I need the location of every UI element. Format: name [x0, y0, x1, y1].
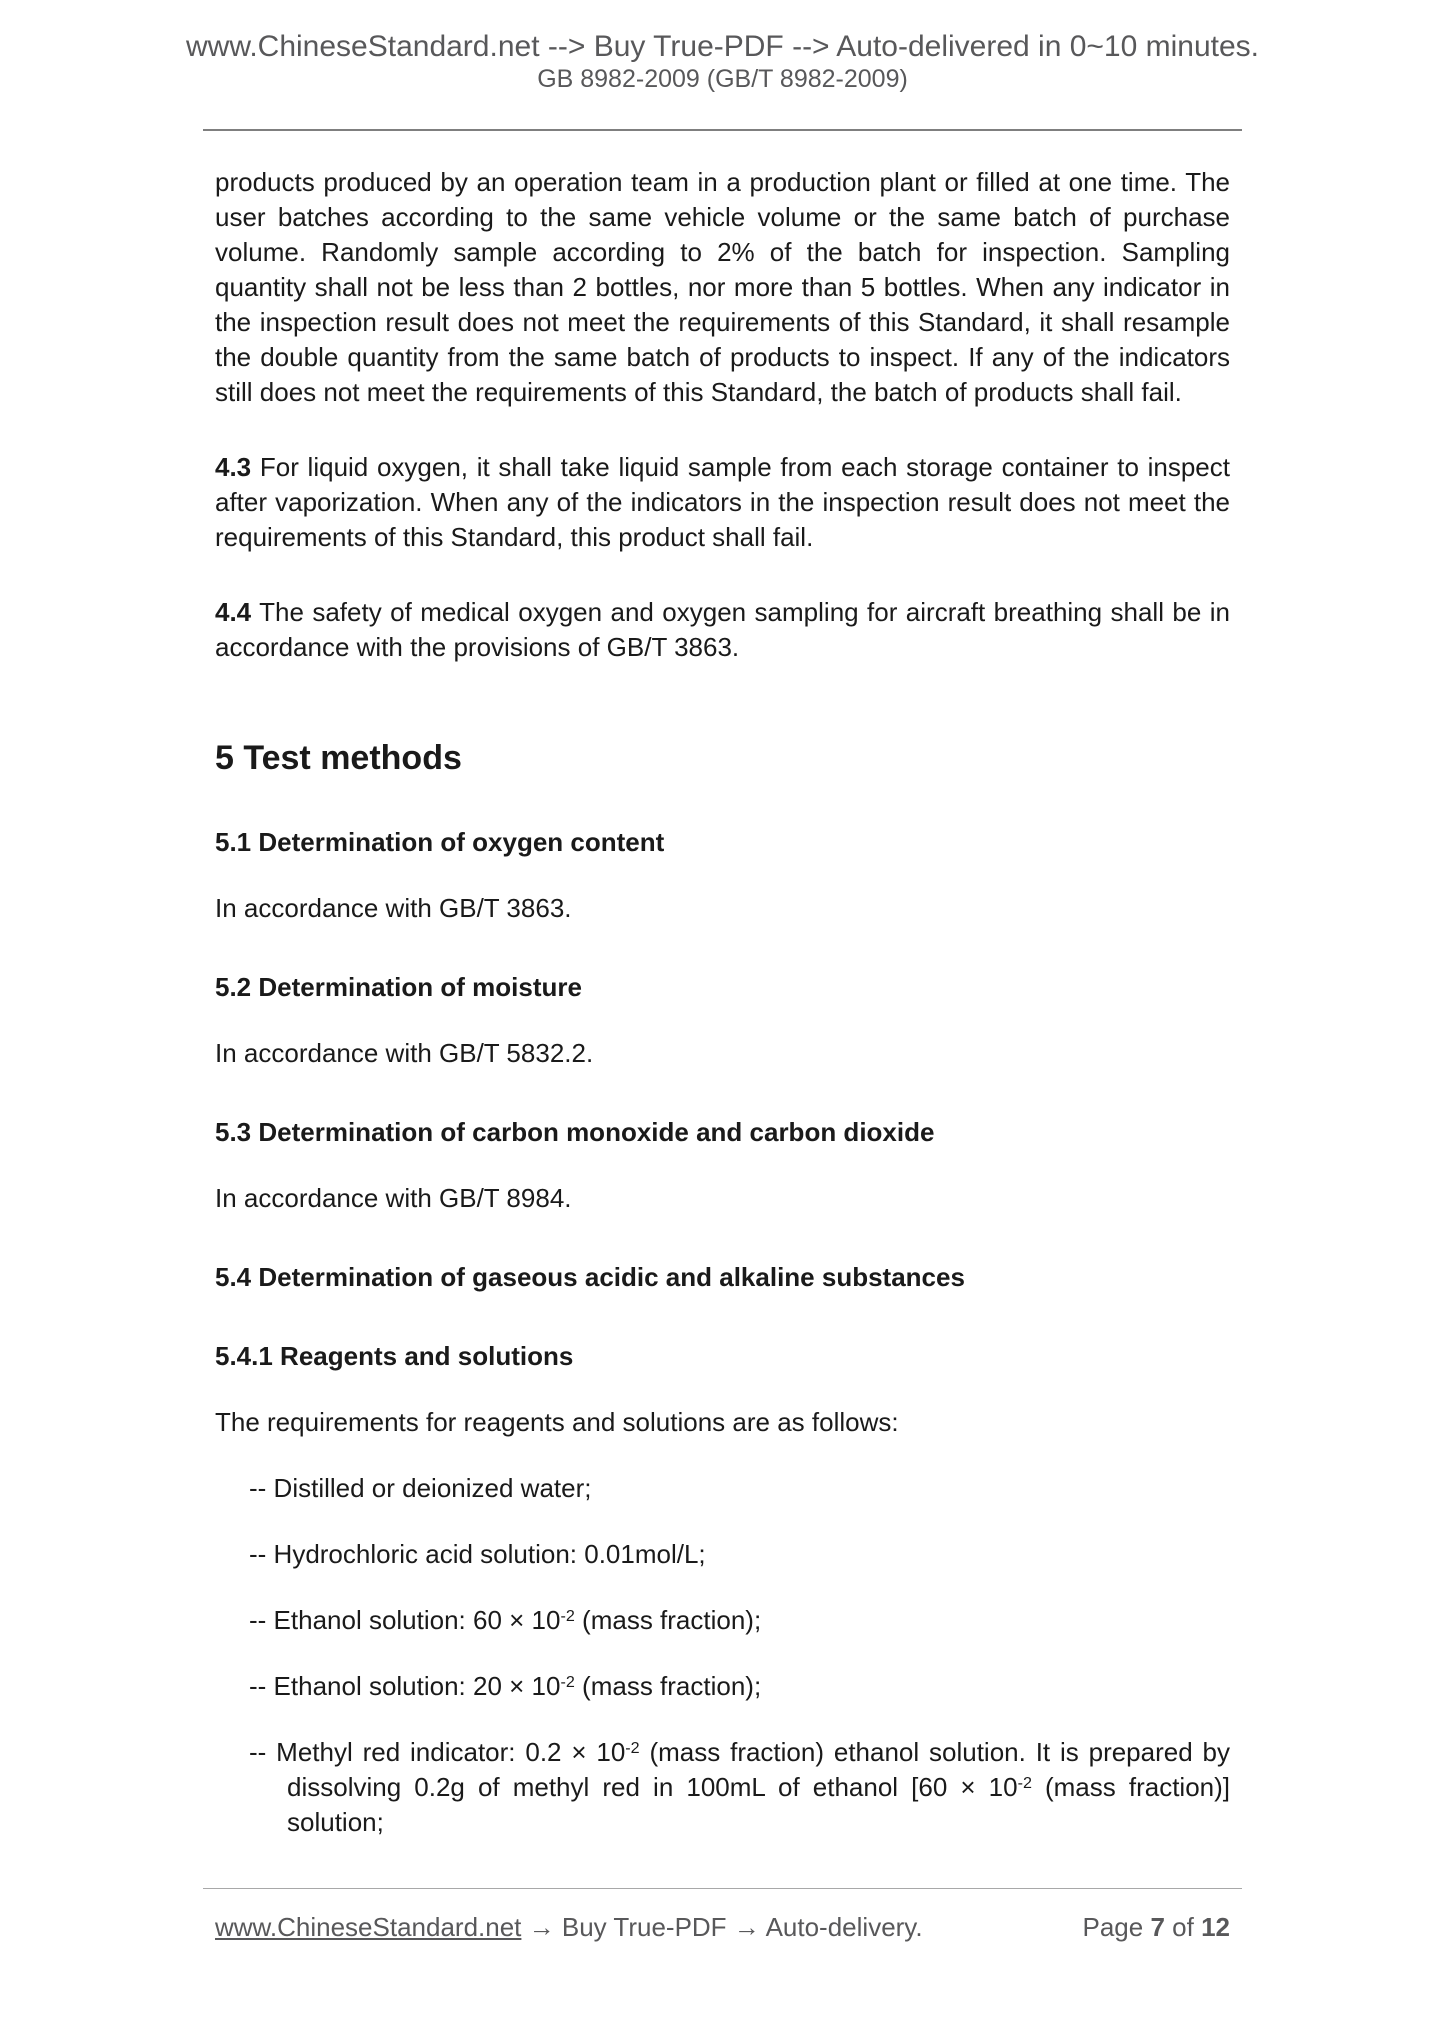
- reagent-item-water-text: -- Distilled or deionized water;: [249, 1473, 592, 1503]
- content-column: [203, 129, 1242, 1840]
- reagent-item-ethanol-60-tail: (mass fraction);: [574, 1605, 762, 1635]
- page-current: 7: [1150, 1912, 1165, 1942]
- reagent-item-ethanol-20-text: -- Ethanol solution: 20 × 10: [249, 1671, 561, 1701]
- reagent-item-methyl-red-text: -- Methyl red indicator: 0.2 × 10: [249, 1737, 626, 1767]
- page-total: 12: [1201, 1912, 1230, 1942]
- heading-5-3: 5.3 Determination of carbon monoxide and carbon dioxide: [215, 1117, 935, 1147]
- reagent-list: [215, 1471, 1230, 1840]
- reagent-item-ethanol-60: [215, 1603, 1230, 1638]
- reagent-item-ethanol-20-tail: (mass fraction);: [574, 1671, 762, 1701]
- reagent-item-methyl-red-middle: (mass fraction) ethanol solution. It is prepared by dissolving 0.2g of methyl red in 100mL of ethanol [60 × 10: [287, 1737, 1230, 1802]
- reagent-item-ethanol-20: [215, 1669, 1230, 1704]
- footer-row: [203, 1911, 1242, 1943]
- page-label: Page: [1082, 1912, 1144, 1942]
- page-footer: [203, 1888, 1242, 1943]
- exponent: -2: [560, 1606, 575, 1625]
- footer-site-link[interactable]: www.ChineseStandard.net: [215, 1912, 522, 1942]
- page-indicator: [1082, 1911, 1230, 1943]
- footer-site-tagline: → Buy True-PDF → Auto-delivery.: [521, 1912, 923, 1942]
- reagent-item-hydrochloric-acid-text: -- Hydrochloric acid solution: 0.01mol/L;: [249, 1539, 706, 1569]
- heading-5-1: 5.1 Determination of oxygen content: [215, 827, 665, 857]
- reagent-item-water: [215, 1471, 1230, 1506]
- clause-4-4-number: 4.4: [215, 597, 252, 627]
- document-body: [203, 165, 1242, 1840]
- exponent: -2: [560, 1672, 575, 1691]
- text-5-1: In accordance with GB/T 3863.: [215, 893, 572, 923]
- heading-5-2: 5.2 Determination of moisture: [215, 972, 582, 1002]
- footer-site-line: [215, 1911, 923, 1943]
- exponent: -2: [1017, 1773, 1032, 1792]
- reagent-item-methyl-red-tail: (mass fraction)] solution;: [287, 1772, 1230, 1837]
- section-5-title: 5 Test methods: [215, 739, 462, 777]
- header-standard-number: GB 8982-2009 (GB/T 8982-2009): [537, 65, 908, 93]
- clause-4-3-number: 4.3: [215, 452, 252, 482]
- header-divider: [203, 129, 1242, 131]
- of-label: of: [1172, 1912, 1194, 1942]
- clause-4-4-text: The safety of medical oxygen and oxygen sampling for aircraft breathing shall be in accordance with the provisions of GB/T 3863.: [215, 597, 1230, 662]
- header-site-banner: www.ChineseStandard.net --> Buy True-PDF --> Auto-delivered in 0~10 minutes.: [185, 30, 1260, 63]
- paragraph-continued-intro: products produced by an operation team in a production plant or filled at one time. The user batches according to the same vehicle volume or the same batch of purchase volume. Randomly sample according to 2% of the batch for inspection. Sampling quantity shall not be less than 2 bottles, nor more than 5 bottles. When any indicator in the inspection result does not meet the requirements of this Standard, it shall resample the double quantity from the same batch of products to inspect. If any of the indicators still does not meet the requirements of this Standard, the batch of products shall fail.: [215, 167, 1230, 407]
- page-header: [0, 0, 1445, 94]
- reagent-item-methyl-red: [215, 1735, 1230, 1840]
- exponent: -2: [625, 1738, 640, 1757]
- clause-4-4: [215, 595, 1230, 665]
- heading-5-4: 5.4 Determination of gaseous acidic and alkaline substances: [215, 1262, 965, 1292]
- reagent-item-ethanol-60-text: -- Ethanol solution: 60 × 10: [249, 1605, 561, 1635]
- heading-5-4-1: 5.4.1 Reagents and solutions: [215, 1341, 574, 1371]
- clause-4-3-text: For liquid oxygen, it shall take liquid sample from each storage container to inspect after vaporization. When any of the indicators in the inspection result does not meet the requirements of this Standard, this product shall fail.: [215, 452, 1230, 552]
- reagents-intro: The requirements for reagents and solutions are as follows:: [215, 1407, 899, 1437]
- text-5-3: In accordance with GB/T 8984.: [215, 1183, 572, 1213]
- footer-divider: [203, 1888, 1242, 1889]
- text-5-2: In accordance with GB/T 5832.2.: [215, 1038, 594, 1068]
- clause-4-3: [215, 450, 1230, 555]
- reagent-item-hydrochloric-acid: [215, 1537, 1230, 1572]
